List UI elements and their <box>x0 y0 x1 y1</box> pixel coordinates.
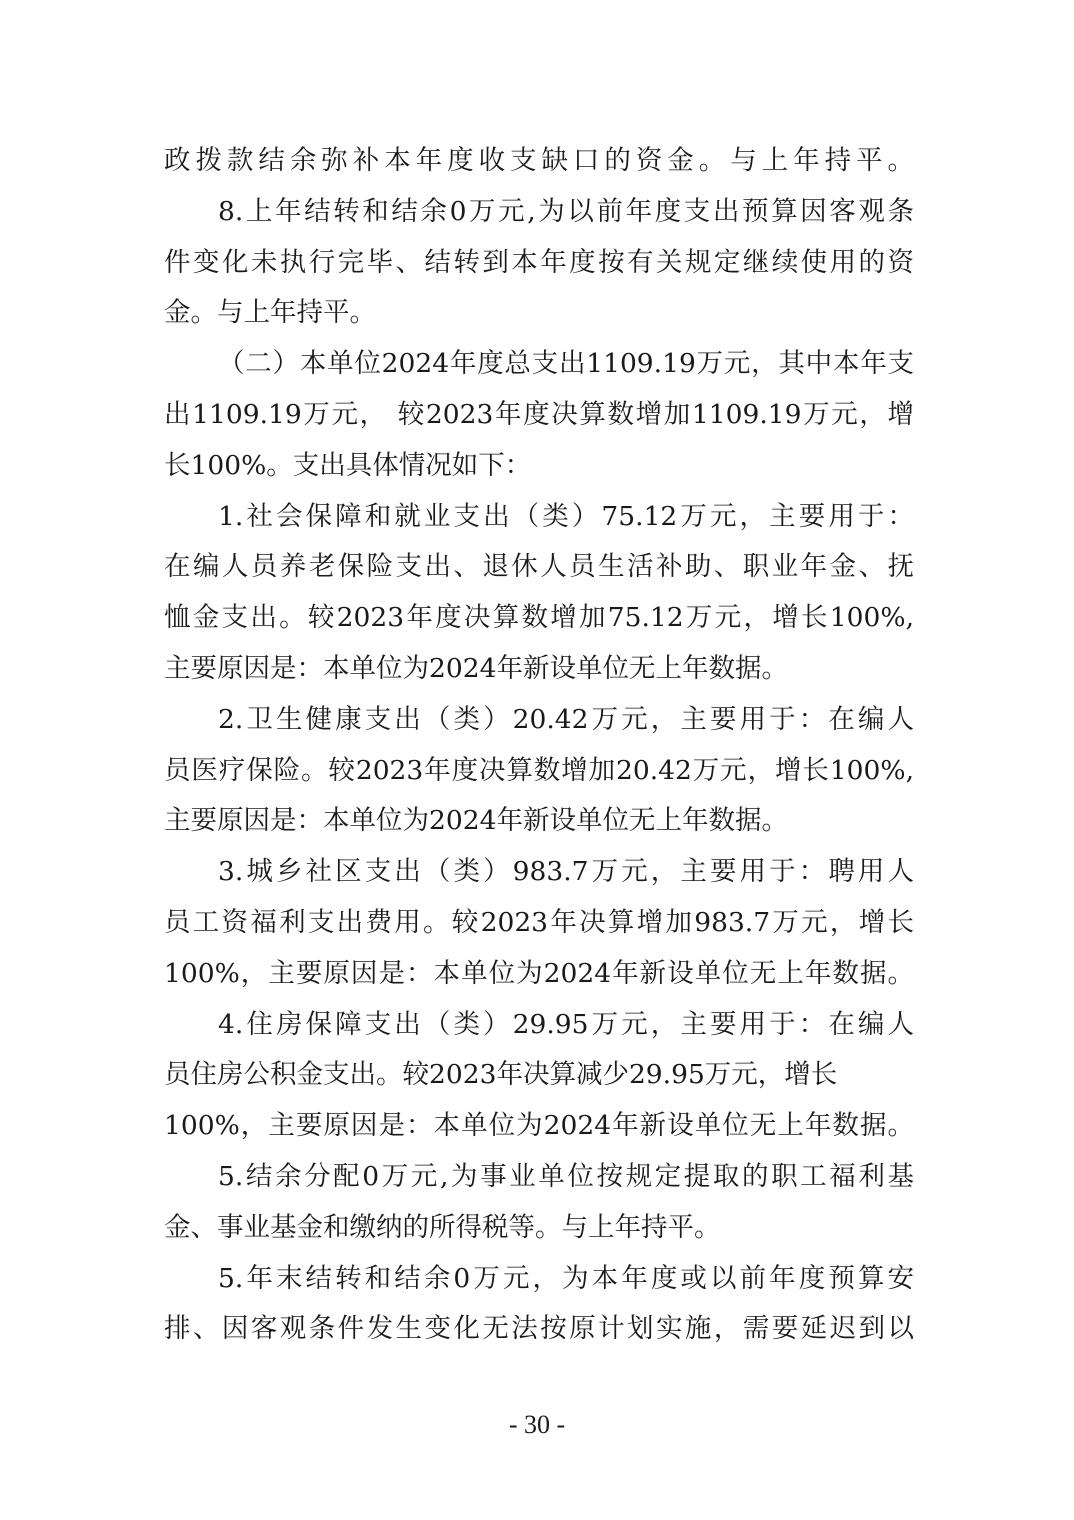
page-number: - 30 - <box>508 1410 566 1439</box>
body-text <box>164 136 914 1355</box>
text-line: 主要原因是：本单位为2024年新设单位无上年数据。 <box>164 652 788 684</box>
text-line: 金、事业基金和缴纳的所得税等。与上年持平。 <box>164 1211 721 1243</box>
text-line: 4.住房保障支出（类）29.95万元，主要用于：在编人 <box>218 1008 914 1040</box>
text-line: 1.社会保障和就业支出（类）75.12万元，主要用于： <box>218 500 914 532</box>
text-line: 员住房公积金支出。较2023年决算减少29.95万元，增长 <box>164 1059 838 1091</box>
text-line: 件变化未执行完毕、结转到本年度按有关规定继续使用的资 <box>164 246 914 278</box>
text-line: 100%，主要原因是：本单位为2024年新设单位无上年数据。 <box>164 1110 914 1142</box>
text-line: 长100%。支出具体情况如下： <box>164 449 532 481</box>
text-line: 主要原因是：本单位为2024年新设单位无上年数据。 <box>164 805 788 837</box>
text-line: （二）本单位2024年度总支出1109.19万元，其中本年支 <box>218 348 914 380</box>
text-line: 3.城乡社区支出（类）983.7万元，主要用于：聘用人 <box>218 856 914 888</box>
text-line: 排、因客观条件发生变化无法按原计划实施，需要延迟到以 <box>164 1313 914 1345</box>
text-line: 5.结余分配0万元,为事业单位按规定提取的职工福利基 <box>218 1160 914 1192</box>
text-line: 恤金支出。较2023年度决算数增加75.12万元，增长100%, <box>164 602 914 634</box>
text-line: 员医疗保险。较2023年度决算数增加20.42万元，增长100%, <box>164 754 914 786</box>
text-line: 出1109.19万元， 较2023年度决算数增加1109.19万元，增 <box>164 398 914 430</box>
text-line: 政拨款结余弥补本年度收支缺口的资金。与上年持平。 <box>164 145 914 176</box>
text-line: 在编人员养老保险支出、退休人员生活补助、职业年金、抚 <box>164 551 914 583</box>
text-line: 金。与上年持平。 <box>164 297 376 329</box>
text-line: 100%，主要原因是：本单位为2024年新设单位无上年数据。 <box>164 957 914 989</box>
text-line: 8.上年结转和结余0万元,为以前年度支出预算因客观条 <box>218 195 914 227</box>
text-line: 员工资福利支出费用。较2023年决算增加983.7万元，增长 <box>164 906 914 938</box>
text-line: 5.年末结转和结余0万元，为本年度或以前年度预算安 <box>218 1262 914 1294</box>
text-line: 2.卫生健康支出（类）20.42万元，主要用于：在编人 <box>218 703 914 735</box>
